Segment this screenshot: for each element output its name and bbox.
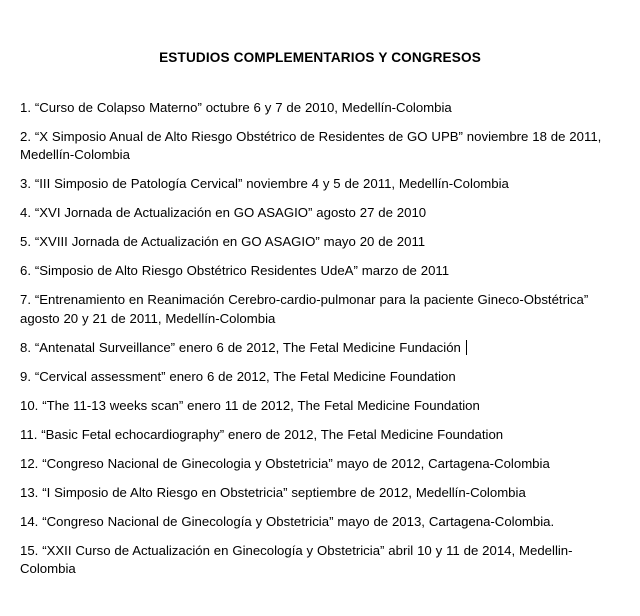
list-item-text: 5. “XVIII Jornada de Actualización en GO ASAGIO” mayo 20 de 2011 [20,234,426,250]
list-item [20,291,624,328]
list-item-text: 2. “X Simposio Anual de Alto Riesgo Obstétrico de Residentes de GO UPB” noviembre 18 de 2011, Medellín-Colombia [20,129,602,163]
list-item-text: 15. “XXII Curso de Actualización en Ginecología y Obstetricia” abril 10 y 11 de 2014, Medellin-Colombia [20,542,573,577]
list-item-text: 8. “Antenatal Surveillance” enero 6 de 2012, The Fetal Medicine Fundación [20,339,461,355]
list-item-text: 1. “Curso de Colapso Materno” octubre 6 y 7 de 2010, Medellín-Colombia [20,100,452,115]
list-item [20,128,624,165]
list-item [20,455,624,473]
text-cursor-caret [466,340,467,355]
list-item-text: 10. “The 11-13 weeks scan” enero 11 de 2012, The Fetal Medicine Foundation [20,397,480,413]
list-item [20,542,624,579]
list-item-text: 14. “Congreso Nacional de Ginecología y Obstetricia” mayo de 2013, Cartagena-Colombia. [20,513,555,529]
page-title: ESTUDIOS COMPLEMENTARIOS Y CONGRESOS [159,50,481,65]
list-item-text: 9. “Cervical assessment” enero 6 de 2012, The Fetal Medicine Foundation [20,368,456,384]
list-item [20,262,624,280]
list-item [20,513,624,531]
list-item-text: 12. “Congreso Nacional de Ginecologia y Obstetricia” mayo de 2012, Cartagena-Colombia [20,455,550,471]
list-item [20,339,624,357]
list-item [20,397,624,415]
list-item [20,99,624,117]
list-item [20,175,624,193]
list-item-text: 3. “III Simposio de Patología Cervical” noviembre 4 y 5 de 2011, Medellín-Colombia [20,176,509,192]
studies-list [20,99,624,579]
list-item [20,204,624,222]
list-item [20,368,624,386]
list-item-text: 6. “Simposio de Alto Riesgo Obstétrico Residentes UdeA” marzo de 2011 [20,263,450,279]
list-item-text: 4. “XVI Jornada de Actualización en GO ASAGIO” agosto 27 de 2010 [20,205,427,221]
list-item [20,484,624,502]
list-item-text: 11. “Basic Fetal echocardiography” enero de 2012, The Fetal Medicine Foundation [20,426,504,442]
list-item-text: 7. “Entrenamiento en Reanimación Cerebro-cardio-pulmonar para la paciente Gineco-Obstétrica” agosto 20 y 21 de 2011, Medellín-Colombia [20,292,589,326]
list-item [20,426,624,444]
list-item [20,233,624,251]
list-item-text: 13. “I Simposio de Alto Riesgo en Obstetricia” septiembre de 2012, Medellín-Colombia [20,484,526,500]
